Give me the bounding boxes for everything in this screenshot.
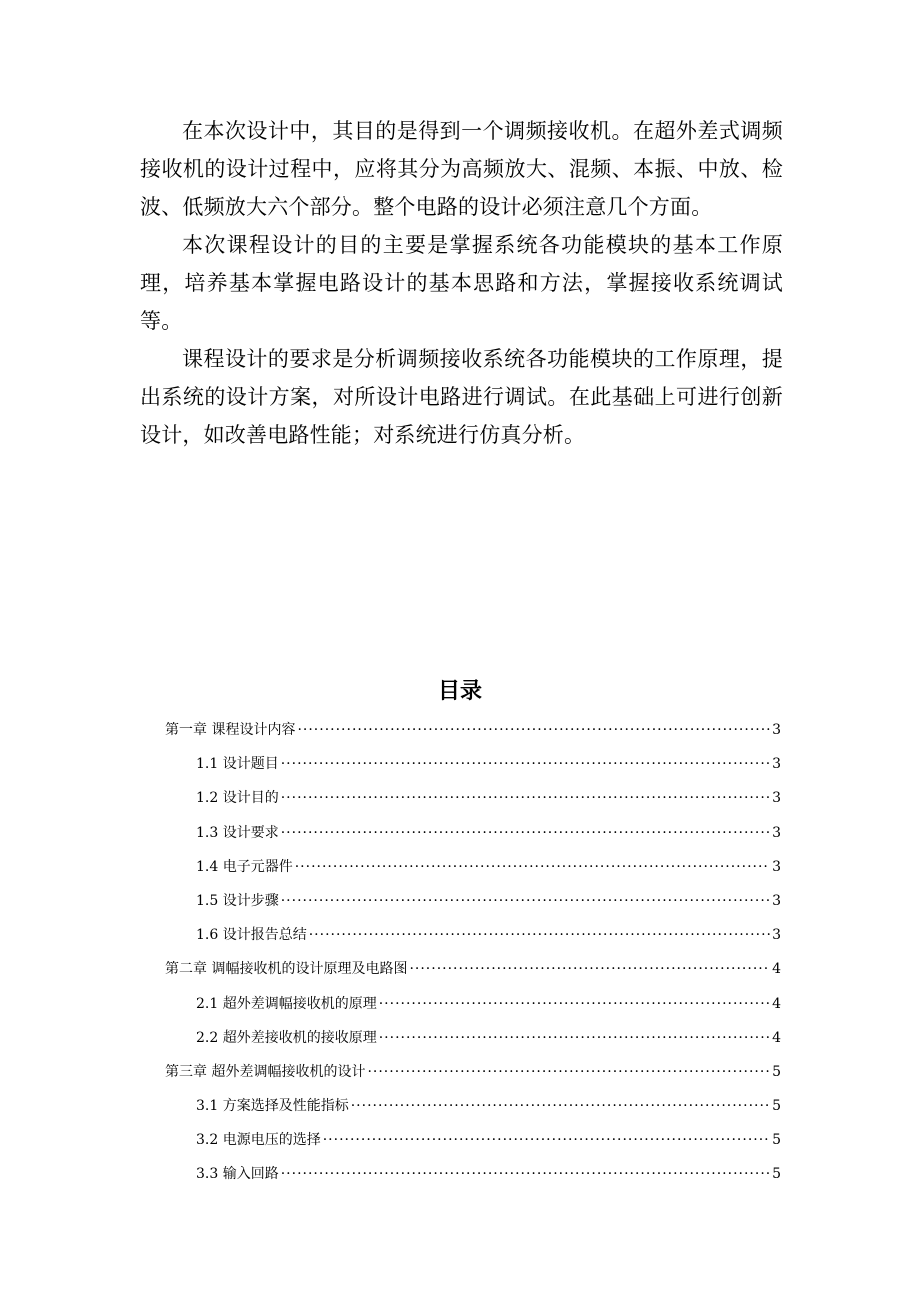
toc-page-number: 5 <box>772 1063 781 1080</box>
toc-section-entry[interactable] <box>165 747 781 781</box>
toc-chapter-entry[interactable] <box>165 1055 781 1089</box>
toc-entry-text: 1.1 设计题目 <box>196 756 279 773</box>
toc-dot-leader <box>281 781 770 815</box>
toc-page-number: 5 <box>772 1166 781 1183</box>
toc-page-number: 3 <box>772 824 781 841</box>
toc-section-entry[interactable] <box>165 850 781 884</box>
toc-page-number: 4 <box>772 961 781 978</box>
toc-dot-leader <box>281 747 770 781</box>
toc-page-number: 3 <box>772 892 781 909</box>
toc-section-entry[interactable] <box>165 1157 781 1191</box>
toc-dot-leader <box>295 850 770 884</box>
toc-entry-text: 3.3 输入回路 <box>196 1166 279 1183</box>
toc-page-number: 3 <box>772 722 781 738</box>
toc-page-number: 5 <box>772 1132 781 1149</box>
toc-dot-leader <box>281 1157 770 1191</box>
toc-section-entry[interactable] <box>165 987 781 1021</box>
toc-entry-text: 3.2 电源电压的选择 <box>196 1132 321 1149</box>
toc-page-number: 4 <box>772 995 781 1012</box>
toc-page-number: 4 <box>772 1029 781 1046</box>
intro-paragraph-3: 课程设计的要求是分析调频接收系统各功能模块的工作原理，提出系统的设计方案，对所设计电路进行调试。在此基础上可进行创新设计，如改善电路性能；对系统进行仿真分析。 <box>140 347 783 447</box>
toc-section-entry[interactable] <box>165 1021 781 1055</box>
toc-dot-leader <box>281 884 770 918</box>
intro-paragraph-2: 本次课程设计的目的主要是掌握系统各功能模块的基本工作原理，培养基本掌握电路设计的基本思路和方法，掌握接收系统调试等。 <box>140 233 783 333</box>
toc-dot-leader <box>409 952 770 986</box>
toc-dot-leader <box>351 1089 770 1123</box>
toc-section-entry[interactable] <box>165 816 781 850</box>
toc-entry-text: 1.4 电子元器件 <box>196 858 293 875</box>
toc-page-number: 5 <box>772 1098 781 1115</box>
toc-entry-text: 1.3 设计要求 <box>196 824 279 841</box>
toc-page-number: 3 <box>772 858 781 875</box>
toc-entry-text: 2.2 超外差接收机的接收原理 <box>196 1029 377 1046</box>
toc-entry-text: 2.1 超外差调幅接收机的原理 <box>196 995 377 1012</box>
toc-dot-leader <box>379 1021 770 1055</box>
toc-page-number: 3 <box>772 790 781 807</box>
intro-paragraph-1: 在本次设计中，其目的是得到一个调频接收机。在超外差式调频接收机的设计过程中，应将其分为高频放大、混频、本振、中放、检波、低频放大六个部分。整个电路的设计必须注意几个方面。 <box>140 119 783 219</box>
toc-dot-leader <box>309 918 770 952</box>
toc-dot-leader <box>367 1055 770 1089</box>
toc-dot-leader <box>297 713 770 747</box>
toc-entry-text: 1.5 设计步骤 <box>196 892 279 909</box>
toc-entry-text: 3.1 方案选择及性能指标 <box>196 1098 349 1115</box>
toc-page-number: 3 <box>772 927 781 944</box>
toc-chapter-entry[interactable] <box>165 713 781 747</box>
toc-section-entry[interactable] <box>165 918 781 952</box>
toc-section-entry[interactable] <box>165 781 781 815</box>
toc-section-entry[interactable] <box>165 1123 781 1157</box>
toc-section-entry[interactable] <box>165 884 781 918</box>
toc-entry-text: 第三章 超外差调幅接收机的设计 <box>165 1063 366 1080</box>
toc-dot-leader <box>281 816 770 850</box>
toc-entry-text: 第二章 调幅接收机的设计原理及电路图 <box>165 961 408 978</box>
intro-section <box>140 112 783 454</box>
toc-entry-text: 1.2 设计目的 <box>196 790 279 807</box>
toc-section-entry[interactable] <box>165 1089 781 1123</box>
toc-dot-leader <box>379 987 770 1021</box>
toc-dot-leader <box>323 1123 770 1157</box>
toc-title: 目录 <box>437 679 482 704</box>
toc-chapter-entry[interactable] <box>165 952 781 986</box>
toc-page-number: 3 <box>772 756 781 773</box>
toc-entry-text: 第一章 课程设计内容 <box>165 722 296 738</box>
table-of-contents <box>165 713 781 1192</box>
toc-entry-text: 1.6 设计报告总结 <box>196 927 307 944</box>
